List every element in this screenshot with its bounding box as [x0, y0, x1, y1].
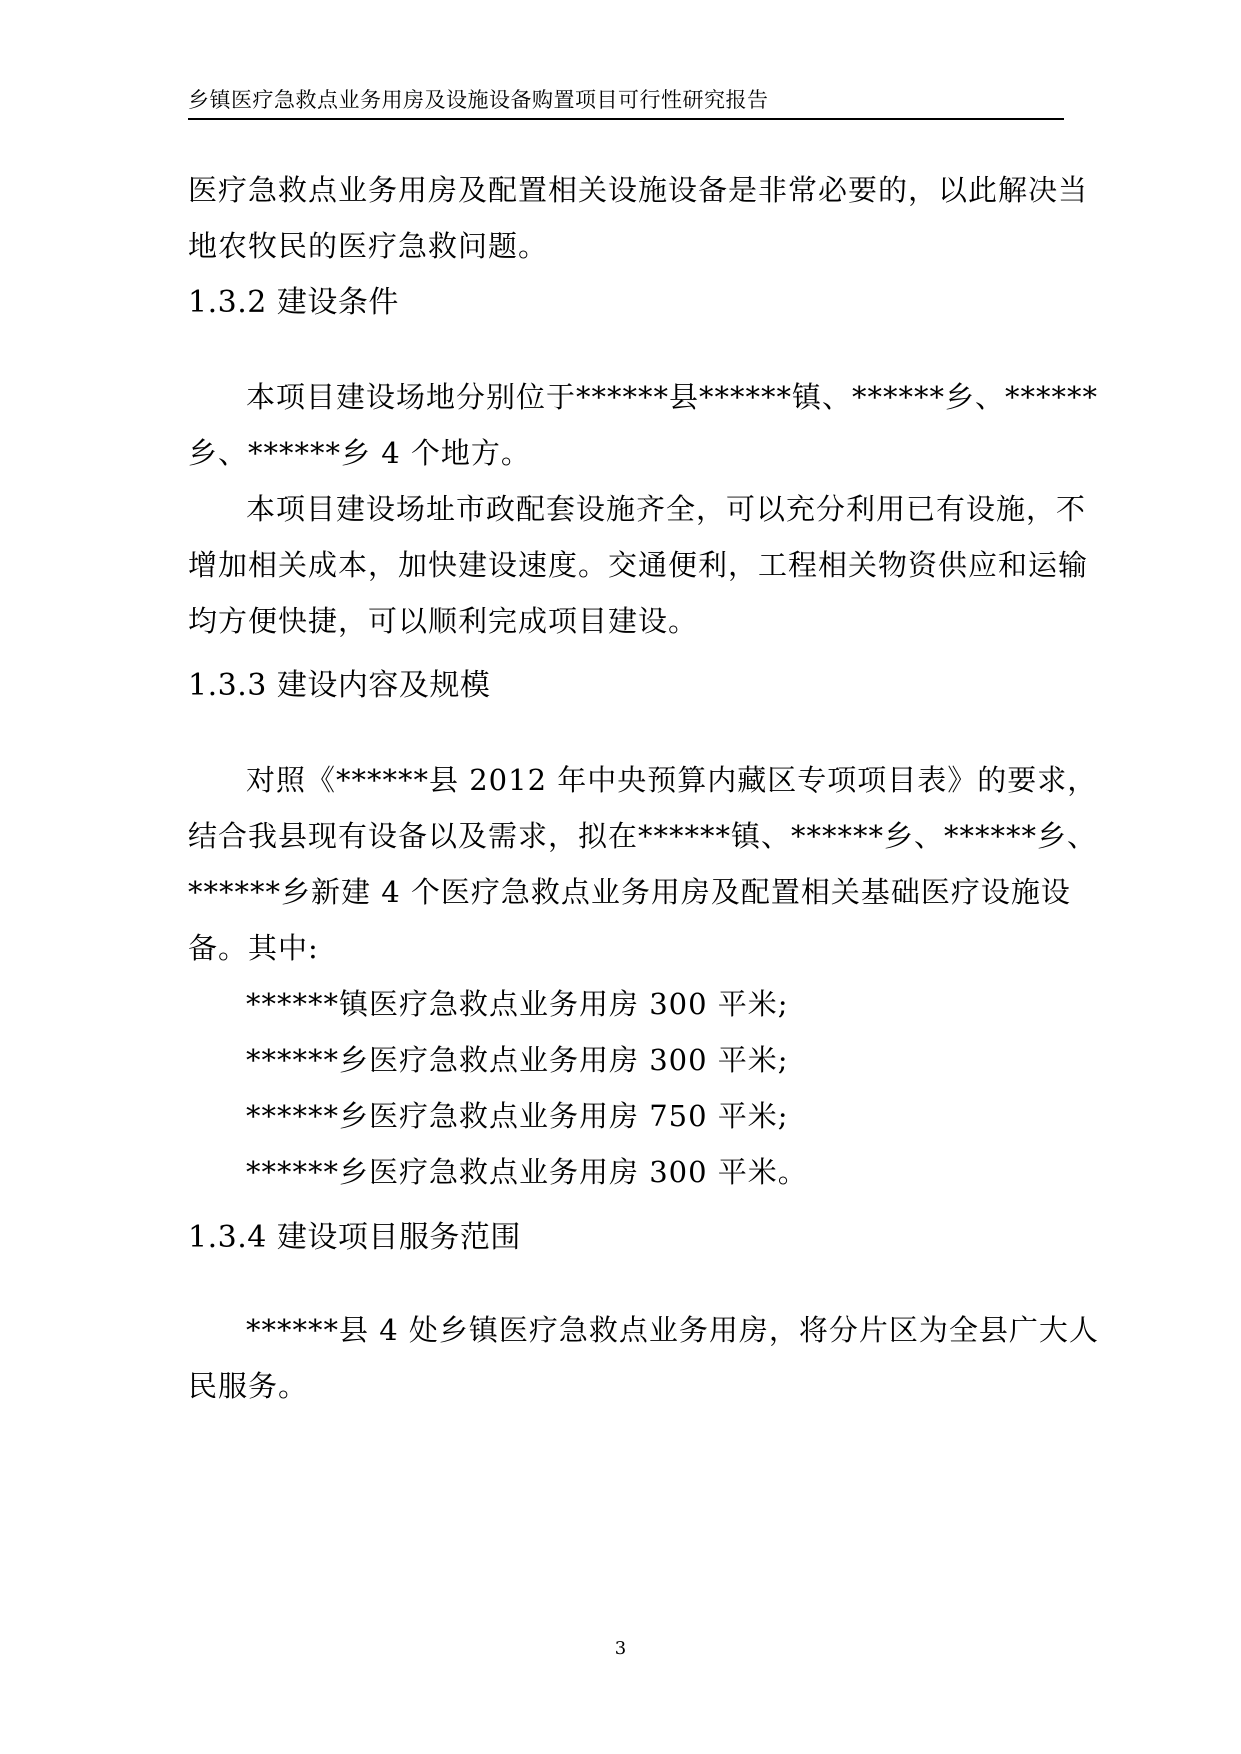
section-heading-1-3-4: 1.3.4 建设项目服务范围	[188, 1220, 521, 1255]
page-number: 3	[614, 1638, 627, 1659]
body-line: ******县 4 处乡镇医疗急救点业务用房，将分片区为全县广大人	[246, 1313, 1099, 1347]
section-heading-1-3-2: 1.3.2 建设条件	[188, 285, 399, 320]
list-item: ******乡医疗急救点业务用房 300 平米;	[246, 1043, 789, 1077]
body-line: 本项目建设场地分别位于******县******镇、******乡、******	[246, 380, 1099, 414]
body-line: 对照《******县 2012 年中央预算内藏区专项项目表》的要求，	[246, 763, 1098, 797]
list-item: ******乡医疗急救点业务用房 750 平米;	[246, 1099, 789, 1133]
body-line: ******乡新建 4 个医疗急救点业务用房及配置相关基础医疗设施设	[188, 875, 1071, 909]
body-line: 医疗急救点业务用房及配置相关设施设备是非常必要的，以此解决当	[188, 173, 1089, 207]
body-line: 结合我县现有设备以及需求，拟在******镇、******乡、******乡、	[188, 819, 1098, 853]
body-line: 地农牧民的医疗急救问题。	[188, 229, 549, 263]
body-line: 均方便快捷，可以顺利完成项目建设。	[188, 604, 699, 638]
body-line: 备。其中:	[188, 931, 319, 965]
body-line: 增加相关成本，加快建设速度。交通便利，工程相关物资供应和运输	[188, 548, 1089, 582]
body-line: 乡、******乡 4 个地方。	[188, 436, 531, 470]
list-item: ******乡医疗急救点业务用房 300 平米。	[246, 1155, 808, 1189]
running-header: 乡镇医疗急救点业务用房及设施设备购置项目可行性研究报告	[188, 86, 1064, 120]
body-line: 本项目建设场址市政配套设施齐全，可以充分利用已有设施，不	[246, 492, 1087, 526]
section-heading-1-3-3: 1.3.3 建设内容及规模	[188, 668, 491, 703]
list-item: ******镇医疗急救点业务用房 300 平米;	[246, 987, 789, 1021]
body-line: 民服务。	[188, 1369, 309, 1403]
